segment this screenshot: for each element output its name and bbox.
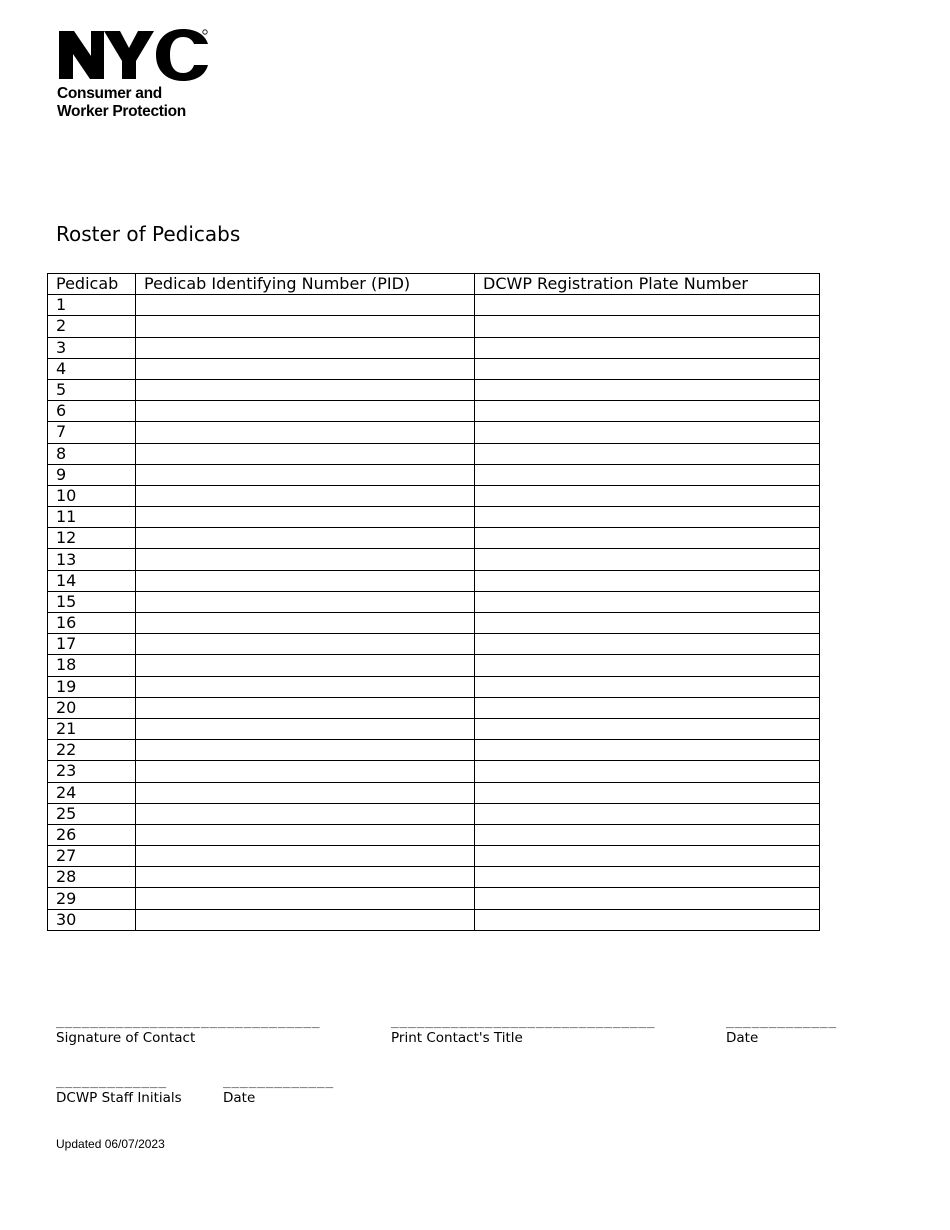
pid-cell[interactable]: [136, 443, 475, 464]
plate-cell[interactable]: [475, 337, 820, 358]
row-number: 21: [48, 718, 136, 739]
plate-cell[interactable]: [475, 443, 820, 464]
row-number: 15: [48, 591, 136, 612]
pid-cell[interactable]: [136, 422, 475, 443]
table-row: [48, 358, 820, 379]
pid-cell[interactable]: [136, 464, 475, 485]
pid-cell[interactable]: [136, 655, 475, 676]
table-row: [48, 867, 820, 888]
pid-cell[interactable]: [136, 676, 475, 697]
row-number: 19: [48, 676, 136, 697]
header-plate: DCWP Registration Plate Number: [475, 274, 820, 295]
row-number: 27: [48, 846, 136, 867]
table-header-row: [48, 274, 820, 295]
plate-cell[interactable]: [475, 570, 820, 591]
table-row: [48, 676, 820, 697]
table-row: [48, 464, 820, 485]
plate-cell[interactable]: [475, 718, 820, 739]
table-row: [48, 824, 820, 845]
table-row: [48, 782, 820, 803]
pid-cell[interactable]: [136, 803, 475, 824]
table-row: [48, 401, 820, 422]
row-number: 5: [48, 379, 136, 400]
row-number: 30: [48, 909, 136, 930]
row-number: 3: [48, 337, 136, 358]
table-row: [48, 507, 820, 528]
pid-cell[interactable]: [136, 718, 475, 739]
row-number: 24: [48, 782, 136, 803]
table-row: [48, 528, 820, 549]
pid-cell[interactable]: [136, 507, 475, 528]
pid-cell[interactable]: [136, 697, 475, 718]
plate-cell[interactable]: [475, 634, 820, 655]
pid-cell[interactable]: [136, 379, 475, 400]
date-block: [726, 1015, 837, 1046]
table-row: [48, 485, 820, 506]
pid-cell[interactable]: [136, 824, 475, 845]
row-number: 29: [48, 888, 136, 909]
pid-cell[interactable]: [136, 761, 475, 782]
table-row: [48, 909, 820, 930]
table-row: [48, 337, 820, 358]
row-number: 18: [48, 655, 136, 676]
table-row: [48, 443, 820, 464]
table-row: [48, 613, 820, 634]
signature-block: [56, 1015, 320, 1046]
table-row: [48, 570, 820, 591]
plate-cell[interactable]: [475, 316, 820, 337]
table-row: [48, 634, 820, 655]
row-number: 12: [48, 528, 136, 549]
roster-body: [48, 295, 820, 931]
row-number: 1: [48, 295, 136, 316]
pid-cell[interactable]: [136, 634, 475, 655]
plate-cell[interactable]: [475, 761, 820, 782]
pid-cell[interactable]: [136, 295, 475, 316]
row-number: 25: [48, 803, 136, 824]
plate-cell[interactable]: [475, 358, 820, 379]
logo-agency-name: [57, 85, 217, 121]
pid-cell[interactable]: [136, 909, 475, 930]
row-number: 14: [48, 570, 136, 591]
pid-cell[interactable]: [136, 591, 475, 612]
row-number: 8: [48, 443, 136, 464]
table-row: [48, 549, 820, 570]
table-row: [48, 379, 820, 400]
pid-cell[interactable]: [136, 401, 475, 422]
table-row: [48, 761, 820, 782]
staff-date-label: Date: [223, 1090, 256, 1106]
row-number: 11: [48, 507, 136, 528]
nyc-logo: [57, 28, 217, 121]
plate-cell[interactable]: [475, 909, 820, 930]
table-row: [48, 697, 820, 718]
contact-title-block: [391, 1015, 655, 1046]
plate-cell[interactable]: [475, 676, 820, 697]
table-row: [48, 591, 820, 612]
row-number: 7: [48, 422, 136, 443]
roster-table: [47, 273, 820, 931]
plate-cell[interactable]: [475, 846, 820, 867]
date-label: Date: [726, 1030, 759, 1046]
row-number: 4: [48, 358, 136, 379]
staff-date-line[interactable]: _____________: [223, 1074, 334, 1089]
pid-cell[interactable]: [136, 867, 475, 888]
staff-initials-block: [56, 1075, 182, 1106]
plate-cell[interactable]: [475, 740, 820, 761]
pid-cell[interactable]: [136, 528, 475, 549]
plate-cell[interactable]: [475, 655, 820, 676]
nyc-logo-icon: [57, 28, 210, 82]
row-number: 22: [48, 740, 136, 761]
plate-cell[interactable]: [475, 591, 820, 612]
table-row: [48, 846, 820, 867]
pid-cell[interactable]: [136, 337, 475, 358]
pid-cell[interactable]: [136, 613, 475, 634]
table-row: [48, 422, 820, 443]
page-title: Roster of Pedicabs: [56, 222, 241, 246]
plate-cell[interactable]: [475, 528, 820, 549]
table-row: [48, 718, 820, 739]
logo-line-2: Worker Protection: [57, 103, 186, 120]
plate-cell[interactable]: [475, 782, 820, 803]
table-row: [48, 295, 820, 316]
contact-title-line[interactable]: _______________________________: [391, 1014, 656, 1029]
row-number: 13: [48, 549, 136, 570]
header-pid: Pedicab Identifying Number (PID): [136, 274, 475, 295]
staff-initials-line[interactable]: _____________: [56, 1074, 167, 1089]
row-number: 28: [48, 867, 136, 888]
pid-cell[interactable]: [136, 485, 475, 506]
pid-cell[interactable]: [136, 740, 475, 761]
row-number: 9: [48, 464, 136, 485]
date-line[interactable]: _____________: [726, 1014, 837, 1029]
row-number: 10: [48, 485, 136, 506]
pid-cell[interactable]: [136, 782, 475, 803]
row-number: 2: [48, 316, 136, 337]
row-number: 6: [48, 401, 136, 422]
row-number: 23: [48, 761, 136, 782]
plate-cell[interactable]: [475, 867, 820, 888]
plate-cell[interactable]: [475, 379, 820, 400]
updated-date: Updated 06/07/2023: [56, 1137, 165, 1151]
row-number: 17: [48, 634, 136, 655]
signature-line[interactable]: _______________________________: [56, 1014, 321, 1029]
signature-label: Signature of Contact: [56, 1030, 196, 1046]
plate-cell[interactable]: [475, 549, 820, 570]
plate-cell[interactable]: [475, 295, 820, 316]
table-row: [48, 316, 820, 337]
table-row: [48, 803, 820, 824]
row-number: 20: [48, 697, 136, 718]
staff-initials-label: DCWP Staff Initials: [56, 1090, 182, 1106]
plate-cell[interactable]: [475, 401, 820, 422]
plate-cell[interactable]: [475, 464, 820, 485]
plate-cell[interactable]: [475, 422, 820, 443]
row-number: 16: [48, 613, 136, 634]
pid-cell[interactable]: [136, 570, 475, 591]
plate-cell[interactable]: [475, 824, 820, 845]
staff-date-block: [223, 1075, 334, 1106]
plate-cell[interactable]: [475, 697, 820, 718]
table-row: [48, 888, 820, 909]
table-row: [48, 740, 820, 761]
table-row: [48, 655, 820, 676]
pid-cell[interactable]: [136, 846, 475, 867]
plate-cell[interactable]: [475, 485, 820, 506]
plate-cell[interactable]: [475, 613, 820, 634]
plate-cell[interactable]: [475, 803, 820, 824]
logo-line-1: Consumer and: [57, 85, 162, 102]
pid-cell[interactable]: [136, 549, 475, 570]
pid-cell[interactable]: [136, 358, 475, 379]
header-pedicab: Pedicab: [48, 274, 136, 295]
pid-cell[interactable]: [136, 888, 475, 909]
pid-cell[interactable]: [136, 316, 475, 337]
plate-cell[interactable]: [475, 888, 820, 909]
plate-cell[interactable]: [475, 507, 820, 528]
contact-title-label: Print Contact's Title: [391, 1030, 523, 1046]
row-number: 26: [48, 824, 136, 845]
